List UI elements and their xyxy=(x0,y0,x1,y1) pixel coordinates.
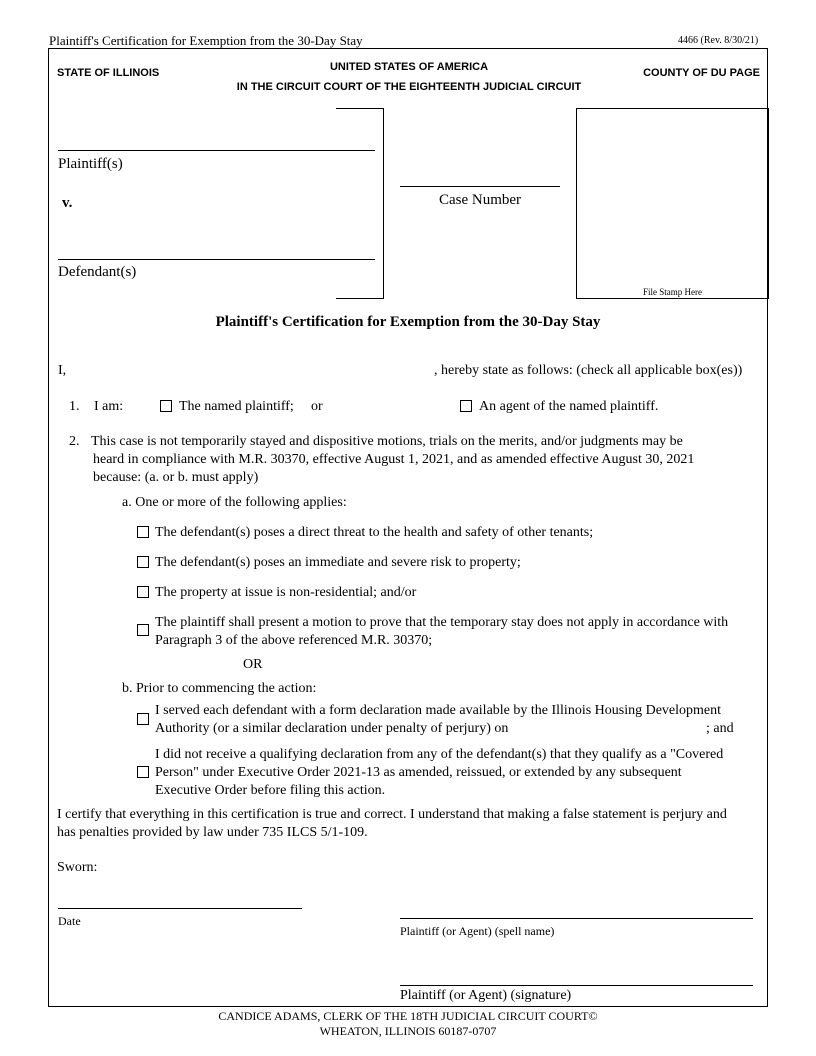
b-option1-checkbox[interactable] xyxy=(137,713,149,725)
form-header-title: Plaintiff's Certification for Exemption from the 30-Day Stay xyxy=(49,33,363,48)
a-option3-checkbox[interactable] xyxy=(137,586,149,598)
a-option3-label: The property at issue is non-residential; and/or xyxy=(155,585,417,600)
agent-name-line[interactable] xyxy=(400,918,753,919)
file-stamp-box xyxy=(576,108,769,299)
section-b-label: b. Prior to commencing the action: xyxy=(122,681,317,696)
date-line[interactable] xyxy=(58,908,302,909)
case-number-label: Case Number xyxy=(438,192,522,208)
b-option1-label-line1: I served each defendant with a form declaration made available by the Illinois Housing Development xyxy=(155,703,722,718)
intro-prefix: I, xyxy=(58,363,67,378)
item2-number: 2. xyxy=(69,434,80,449)
court-label: IN THE CIRCUIT COURT OF THE EIGHTEENTH JUDICIAL CIRCUIT xyxy=(236,81,582,93)
versus-label: v. xyxy=(62,195,73,211)
item1-label: I am: xyxy=(94,399,124,414)
a-option4-label-line1: The plaintiff shall present a motion to prove that the temporary stay does not apply in accordance with xyxy=(155,615,729,630)
b-option1-end: ; and xyxy=(706,721,734,736)
item1-or: or xyxy=(311,399,323,414)
a-option1-label: The defendant(s) poses a direct threat to the health and safety of other tenants; xyxy=(155,525,594,540)
agent-signature-label: Plaintiff (or Agent) (signature) xyxy=(400,988,572,1003)
item2-text-line3: because: (a. or b. must apply) xyxy=(93,470,259,485)
defendant-label: Defendant(s) xyxy=(58,264,137,280)
section-a-label: a. One or more of the following applies: xyxy=(122,495,347,510)
agent-name-label: Plaintiff (or Agent) (spell name) xyxy=(400,924,555,938)
a-option4-checkbox[interactable] xyxy=(137,624,149,636)
sworn-label: Sworn: xyxy=(57,860,98,875)
intro-suffix: , hereby state as follows: (check all applicable box(es)) xyxy=(434,363,743,378)
date-label: Date xyxy=(58,914,81,928)
agent-label: An agent of the named plaintiff. xyxy=(479,399,659,414)
a-option1-checkbox[interactable] xyxy=(137,526,149,538)
named-plaintiff-label: The named plaintiff; xyxy=(179,399,294,414)
b-option2-label-line1: I did not receive a qualifying declaration from any of the defendant(s) that they qualify as a "Covered xyxy=(155,747,724,762)
certify-line1: I certify that everything in this certification is true and correct. I understand that making a false statement is perjury and xyxy=(57,807,727,822)
plaintiff-label: Plaintiff(s) xyxy=(58,156,123,172)
case-number-line[interactable] xyxy=(400,186,560,187)
a-option4-label-line2: Paragraph 3 of the above referenced M.R. 30370; xyxy=(155,633,433,648)
service-date-field[interactable] xyxy=(528,719,704,737)
plaintiff-name-line[interactable] xyxy=(58,150,375,151)
country-label: UNITED STATES OF AMERICA xyxy=(329,61,489,73)
b-option1-label-line2: Authority (or a similar declaration under penalty of perjury) on xyxy=(155,721,509,736)
footer-address: WHEATON, ILLINOIS 60187-0707 xyxy=(319,1024,497,1038)
b-option2-checkbox[interactable] xyxy=(137,766,149,778)
agent-signature-line[interactable] xyxy=(400,985,753,986)
item1-number: 1. xyxy=(69,399,80,414)
item2-text-line2: heard in compliance with M.R. 30370, effective August 1, 2021, and as amended effective August 30, 2021 xyxy=(93,452,695,467)
b-option2-label-line2: Person" under Executive Order 2021-13 as amended, reissued, or extended by any subsequent xyxy=(155,765,682,780)
footer-clerk: CANDICE ADAMS, CLERK OF THE 18TH JUDICIAL CIRCUIT COURT© xyxy=(218,1009,598,1023)
certify-line2: has penalties provided by law under 735 ILCS 5/1-109. xyxy=(57,825,368,840)
a-option2-checkbox[interactable] xyxy=(137,556,149,568)
state-label: STATE OF ILLINOIS xyxy=(57,67,160,79)
or-separator: OR xyxy=(243,657,263,672)
agent-checkbox[interactable] xyxy=(460,400,472,412)
declarant-name-field[interactable] xyxy=(72,361,432,379)
caption-bracket xyxy=(336,108,384,299)
named-plaintiff-checkbox[interactable] xyxy=(160,400,172,412)
form-number: 4466 (Rev. 8/30/21) xyxy=(678,35,759,46)
a-option2-label: The defendant(s) poses an immediate and severe risk to property; xyxy=(155,555,521,570)
defendant-name-line[interactable] xyxy=(58,259,375,260)
file-stamp-label: File Stamp Here xyxy=(643,287,702,297)
b-option2-label-line3: Executive Order before filing this action. xyxy=(155,783,386,798)
item2-text-line1: This case is not temporarily stayed and dispositive motions, trials on the merits, and/or judgments may be xyxy=(91,434,683,449)
page-title: Plaintiff's Certification for Exemption from the 30-Day Stay xyxy=(215,314,601,330)
county-label: COUNTY OF DU PAGE xyxy=(643,67,760,79)
